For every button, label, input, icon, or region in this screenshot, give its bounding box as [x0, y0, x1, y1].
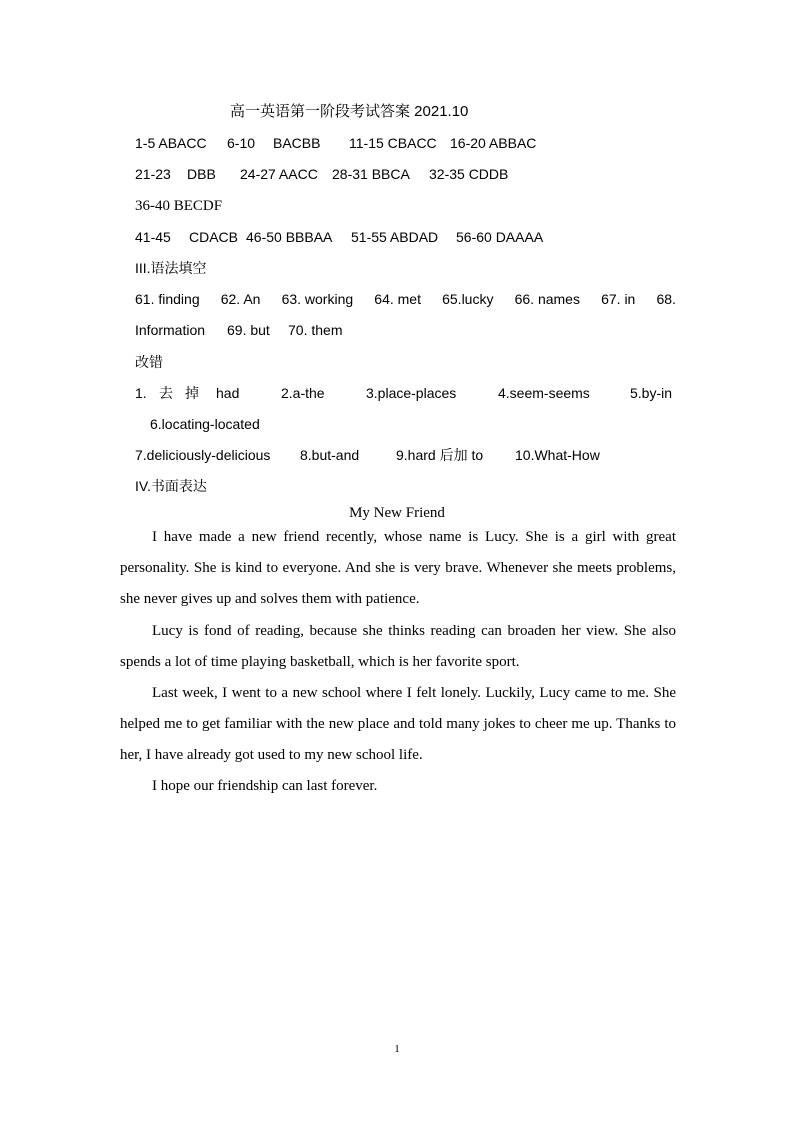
- answers-row-1: [135, 134, 676, 152]
- grammar-item: 61. finding: [135, 291, 200, 307]
- correction-item: 1.: [135, 385, 147, 401]
- answer-item: BACBB: [273, 135, 321, 151]
- correction-item: had: [216, 385, 240, 401]
- page-number: 1: [394, 1043, 400, 1055]
- answers-row-3: 36-40 BECDF: [135, 198, 223, 214]
- essay-paragraph-3: Last week, I went to a new school where I felt lonely. Luckily, Lucy came to me. She helped me to get familiar with the new place and told many jokes to cheer me up. Thanks to her, I have already got used to my new school life.: [120, 685, 676, 763]
- answer-item: 51-55 ABDAD: [351, 229, 439, 245]
- grammar-row-2: [135, 321, 676, 339]
- page-title: 高一英语第一阶段考试答案 2021.10: [230, 103, 469, 120]
- answers-row-2: [135, 165, 676, 183]
- essay-paragraph-2: Lucy is fond of reading, because she thinks reading can broaden her view. She also spends a lot of time playing basketball, which is her favorite sport.: [120, 623, 676, 670]
- grammar-item: 63. working: [281, 291, 354, 307]
- grammar-item: 62. An: [220, 291, 261, 307]
- grammar-item: 69. but: [227, 322, 270, 338]
- correction-row-2: 6.locating-located: [150, 416, 260, 432]
- answer-item: 56-60 DAAAA: [456, 229, 544, 245]
- answer-item: 1-5 ABACC: [135, 135, 207, 151]
- answer-item: CDACB: [189, 229, 239, 245]
- grammar-item: 70. them: [288, 322, 343, 338]
- correction-item: 5.by-in: [630, 385, 673, 401]
- answer-item: DBB: [187, 166, 216, 182]
- correction-item: 10.What-How: [515, 447, 600, 463]
- essay-title: My New Friend: [349, 505, 445, 521]
- answer-item: 41-45: [135, 229, 171, 245]
- grammar-row-1: [135, 290, 676, 308]
- grammar-item: Information: [135, 322, 206, 338]
- answer-item: 6-10: [227, 135, 256, 151]
- essay-paragraph-1: I have made a new friend recently, whose name is Lucy. She is a girl with great personality. She is kind to everyone. And she is very brave. Whenever she meets problems, she never gives up and solves them with patience.: [120, 529, 676, 607]
- grammar-item: 64. met: [374, 291, 421, 307]
- grammar-item: 65.lucky: [442, 291, 494, 307]
- answer-item: 24-27 AACC: [240, 166, 318, 182]
- answers-row-4: [135, 228, 676, 246]
- writing-heading: IV.书面表达: [135, 478, 207, 494]
- grammar-item: 66. names: [514, 291, 580, 307]
- correction-item: 7.deliciously-delicious: [135, 447, 271, 463]
- answer-item: 11-15 CBACC: [349, 135, 437, 151]
- answer-item: 32-35 CDDB: [429, 166, 509, 182]
- answer-item: 16-20 ABBAC: [450, 135, 537, 151]
- answer-item: 28-31 BBCA: [332, 166, 410, 182]
- correction-row-1: [135, 384, 676, 402]
- grammar-heading: III.语法填空: [135, 260, 207, 276]
- answer-item: 46-50 BBBAA: [246, 229, 333, 245]
- correction-item: 去: [159, 385, 173, 401]
- grammar-item: 67. in: [601, 291, 636, 307]
- grammar-item: 68.: [656, 291, 676, 307]
- correction-row-3: [135, 446, 676, 464]
- correction-item: 2.a-the: [281, 385, 325, 401]
- correction-item: 8.but-and: [300, 447, 360, 463]
- essay-paragraph-4: I hope our friendship can last forever.: [152, 778, 378, 794]
- correction-item: 3.place-places: [366, 385, 457, 401]
- correction-item: 掉: [185, 385, 199, 401]
- correction-item: 4.seem-seems: [498, 385, 590, 401]
- answer-item: 21-23: [135, 166, 171, 182]
- correction-heading: 改错: [135, 354, 163, 370]
- correction-item: 9.hard 后加 to: [396, 447, 484, 463]
